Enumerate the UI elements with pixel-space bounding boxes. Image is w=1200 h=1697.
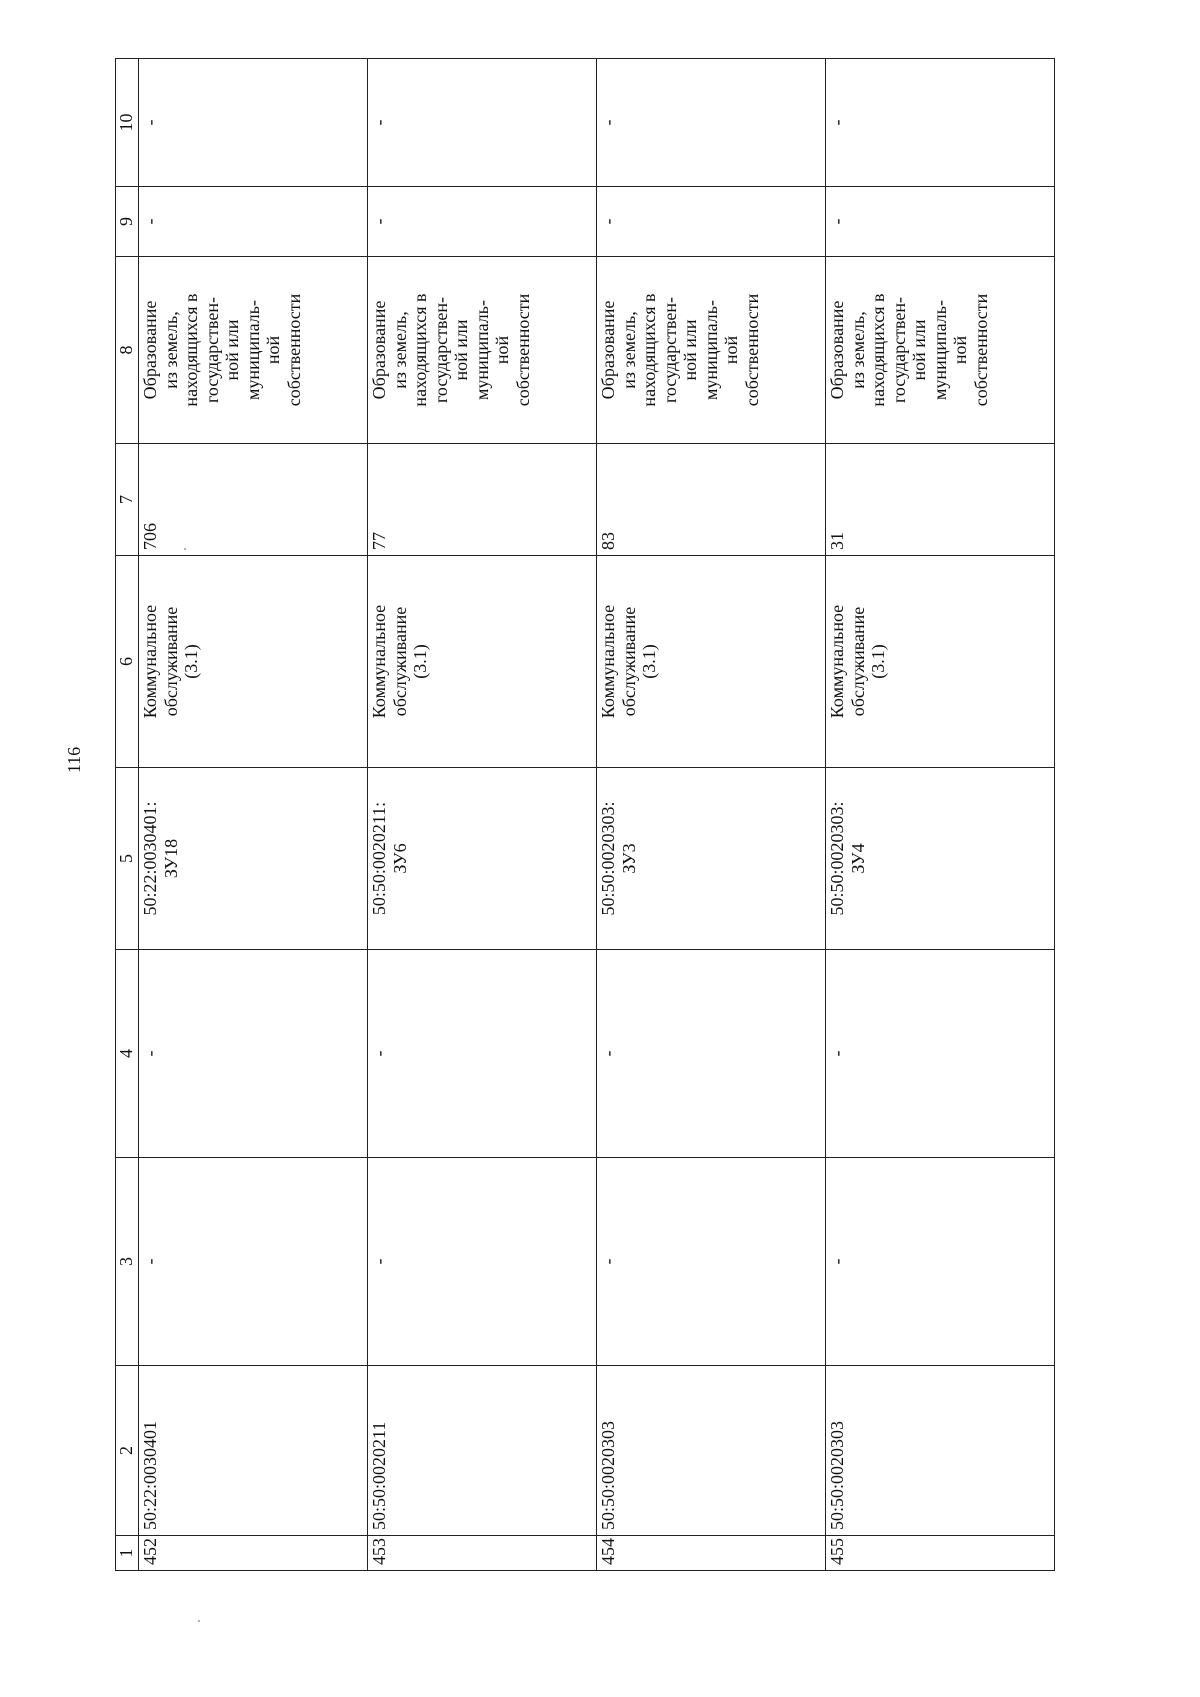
land-plots-table [115, 58, 1055, 1571]
page-number: 116 [64, 746, 84, 774]
column-header: 6 [116, 556, 139, 768]
column-9-cell: - [368, 187, 597, 257]
table-row [597, 59, 826, 1571]
column-9-cell: - [597, 187, 826, 257]
plot-id-cell: 50:50:0020303: ЗУ3 [597, 768, 826, 950]
column-4-cell: - [139, 950, 368, 1158]
permitted-use-cell: Коммунальное обслуживание (3.1) [597, 556, 826, 768]
column-header: 5 [116, 768, 139, 950]
column-header: 4 [116, 950, 139, 1158]
column-3-cell: - [139, 1158, 368, 1366]
permitted-use-cell: Коммунальное обслуживание (3.1) [139, 556, 368, 768]
rotated-table-container [115, 59, 1055, 1571]
table-header-row [116, 59, 139, 1571]
formation-method-cell: Образование из земель, находящихся в государствен- ной или муниципаль- ной собственности [597, 257, 826, 444]
column-header: 2 [116, 1366, 139, 1536]
row-number-cell: 453 [368, 1536, 597, 1571]
column-10-cell: - [368, 59, 597, 187]
column-header: 10 [116, 59, 139, 187]
column-10-cell: - [597, 59, 826, 187]
row-number-cell: 454 [597, 1536, 826, 1571]
cadastral-block-cell: 50:50:0020303 [826, 1366, 1055, 1536]
column-header: 9 [116, 187, 139, 257]
table-row [826, 59, 1055, 1571]
area-cell: 83 [597, 444, 826, 556]
row-number-cell: 452 [139, 1536, 368, 1571]
column-header: 3 [116, 1158, 139, 1366]
area-cell: 706 [139, 444, 368, 556]
row-number-cell: 455 [826, 1536, 1055, 1571]
cadastral-block-cell: 50:50:0020303 [597, 1366, 826, 1536]
plot-id-cell: 50:50:0020303: ЗУ4 [826, 768, 1055, 950]
column-4-cell: - [826, 950, 1055, 1158]
plot-id-cell: 50:22:0030401: ЗУ18 [139, 768, 368, 950]
table-row [139, 59, 368, 1571]
formation-method-cell: Образование из земель, находящихся в государствен- ной или муниципаль- ной собственности [139, 257, 368, 444]
cadastral-block-cell: 50:50:0020211 [368, 1366, 597, 1536]
area-cell: 31 [826, 444, 1055, 556]
permitted-use-cell: Коммунальное обслуживание (3.1) [826, 556, 1055, 768]
column-header: 7 [116, 444, 139, 556]
column-4-cell: - [368, 950, 597, 1158]
table-row [368, 59, 597, 1571]
cadastral-block-cell: 50:22:0030401 [139, 1366, 368, 1536]
column-3-cell: - [597, 1158, 826, 1366]
column-9-cell: - [826, 187, 1055, 257]
column-header: 1 [116, 1536, 139, 1571]
permitted-use-cell: Коммунальное обслуживание (3.1) [368, 556, 597, 768]
scan-speck [198, 1620, 200, 1622]
formation-method-cell: Образование из земель, находящихся в государствен- ной или муниципаль- ной собственности [826, 257, 1055, 444]
column-4-cell: - [597, 950, 826, 1158]
plot-id-cell: 50:50:0020211: ЗУ6 [368, 768, 597, 950]
column-10-cell: - [139, 59, 368, 187]
column-header: 8 [116, 257, 139, 444]
column-10-cell: - [826, 59, 1055, 187]
area-cell: 77 [368, 444, 597, 556]
formation-method-cell: Образование из земель, находящихся в государствен- ной или муниципаль- ной собственности [368, 257, 597, 444]
column-3-cell: - [826, 1158, 1055, 1366]
column-9-cell: - [139, 187, 368, 257]
column-3-cell: - [368, 1158, 597, 1366]
